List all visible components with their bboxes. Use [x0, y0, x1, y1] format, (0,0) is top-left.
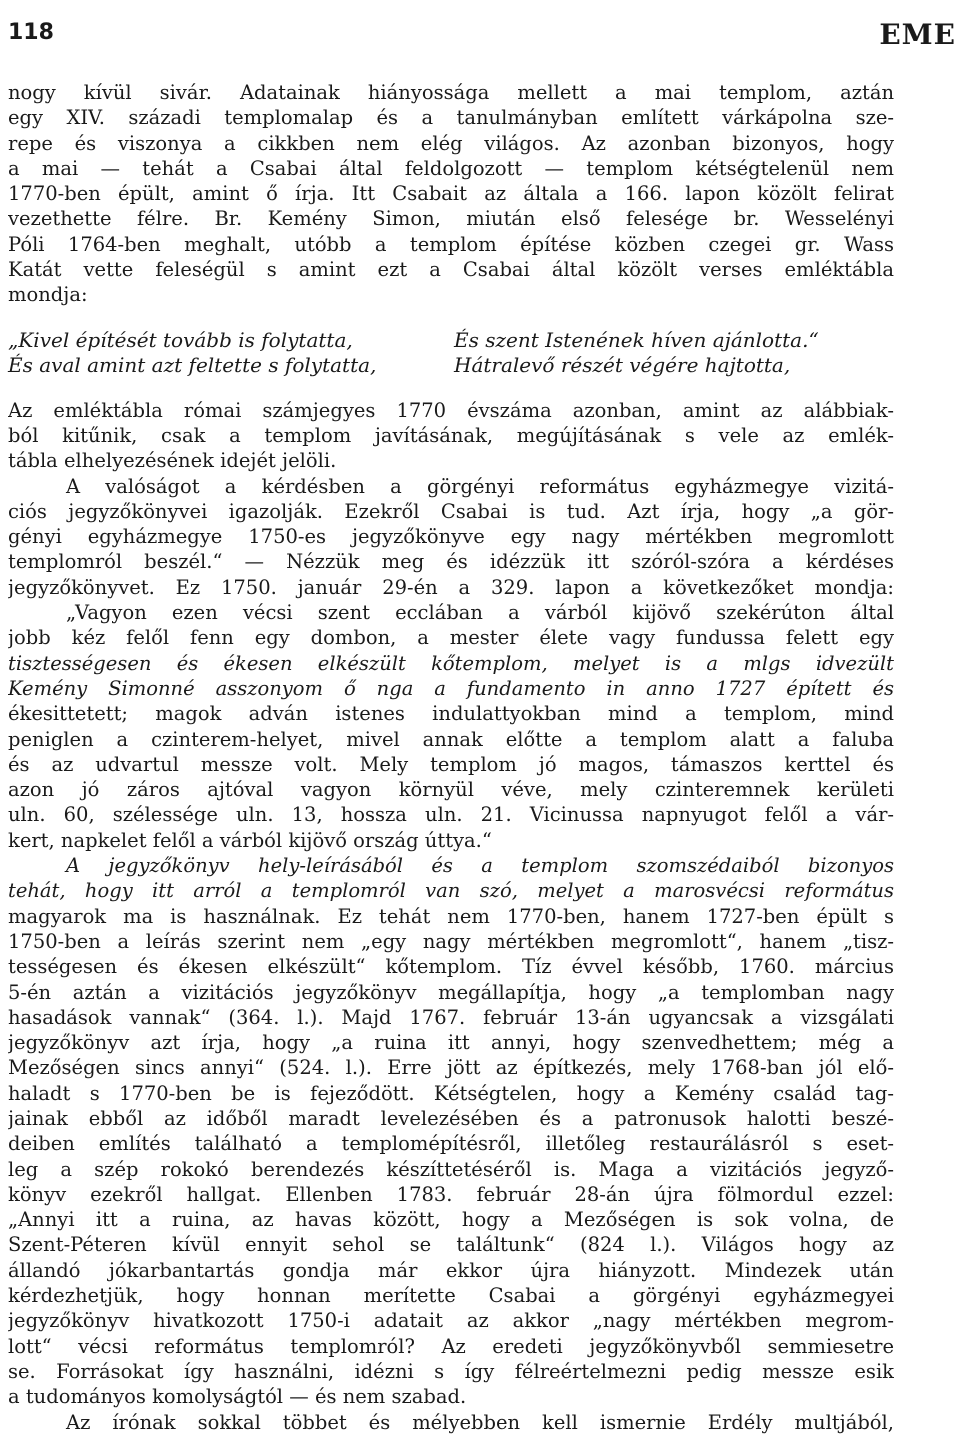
text-line: se. Forrásokat így használni, idézni s így félreértelmezni pedig messze esik — [8, 1359, 894, 1383]
text-line: tehát, hogy itt arról a templomról van szó, melyet a marosvécsi református — [8, 879, 894, 903]
text-line: jobb kéz felől fenn egy dombon, a mester élete vagy fundussa felett egy — [8, 626, 894, 650]
paragraph-3 — [8, 474, 894, 853]
verse-quote — [8, 328, 894, 378]
paragraph-5 — [8, 1410, 894, 1435]
page-number: 118 — [8, 20, 54, 45]
text-line: mondja: — [8, 283, 88, 307]
text-line: Az emléktábla római számjegyes 1770 évszáma azonban, amint az alábbiak- — [8, 398, 894, 422]
text-line: peniglen a czinterem-helyet, mivel annak előtte a templom alatt a faluba — [8, 727, 894, 751]
text-line: kérdezhetjük, hogy honnan merítette Csabai a görgényi egyházmegyei — [8, 1284, 894, 1308]
page-header — [0, 18, 960, 50]
text-line: Katát vette feleségül s amint ezt a Csabai által közölt verses emléktábla — [8, 258, 894, 282]
text-line: repe és viszonya a cikkben nem elég világos. Az azonban bizonyos, hogy — [8, 131, 894, 155]
text-line: Póli 1764-ben meghalt, utóbb a templom építése közben czegei gr. Wass — [8, 232, 894, 256]
text-line: 1750-ben a leírás szerint nem „egy nagy mértékben megromlott“, hanem „tisz- — [8, 929, 894, 953]
text-line: nogy kívül sivár. Adatainak hiányossága mellett a mai templom, aztán — [8, 81, 894, 104]
text-line: Kemény Simonné asszonyom ő nga a fundamento in anno 1727 épített és — [8, 676, 894, 700]
text-line: jainak ebből az időből maradt levelezésében és a patronusok halotti beszé- — [8, 1106, 894, 1130]
text-line: 1770-ben épült, amint ő írja. Itt Csabait az általa a 166. lapon közölt felirat — [8, 182, 894, 206]
text-line: magyarok ma is használnak. Ez tehát nem 1770-ben, hanem 1727-ben épült s — [8, 904, 894, 928]
text-line: hasadások vannak“ (364. l.). Majd 1767. február 13-án ugyancsak a vizsgálati — [8, 1005, 894, 1029]
text-line: tisztességesen és ékesen elkészült kőtemplom, melyet is a mlgs idvezült — [8, 651, 894, 675]
journal-logo: EME — [879, 18, 956, 51]
text-line: leg a szép rokokó berendezés készíttetéséről is. Maga a vizitációs jegyző- — [8, 1157, 894, 1181]
text-line: ékesittetett; magok adván istenes indulattyokban mind a templom, mind — [8, 702, 894, 726]
text-line: tességesen és ékesen elkészült“ kőtemplom. Tíz évvel később, 1760. március — [8, 955, 894, 979]
verse-line — [8, 328, 894, 353]
text-line: állandó jókarbantartás gondja már ekkor újra hiányzott. Mindezek után — [8, 1258, 894, 1282]
text-line: Mezőségen sincs annyi“ (524. l.). Erre jött az építkezés, mely 1768-ban jól elő- — [8, 1056, 894, 1080]
text-line: kert, napkelet felől a várból kijövő ország úttya.“ — [8, 828, 492, 852]
text-line: jegyzőkönyv hivatkozott 1750-i adatait az akkor „nagy mértékben megrom- — [8, 1309, 894, 1333]
text-line: uln. 60, szélessége uln. 13, hossza uln. 21. Vicinussa napnyugot felől a vár- — [8, 803, 894, 827]
text-line: tábla elhelyezésének idejét jelöli. — [8, 449, 337, 473]
text-line: gényi egyházmegye 1750-es jegyzőkönyve egy nagy mértékben megromlott — [8, 525, 894, 549]
text-line: egy XIV. századi templomalap és a tanulmányban említett várkápolna sze- — [8, 106, 894, 130]
verse-right: Hátralevő részét végére hajtotta, — [454, 352, 791, 377]
text-line: A valóságot a kérdésben a görgényi református egyházmegye vizitá- — [66, 474, 894, 498]
verse-left: És aval amint azt feltette s folytatta, — [8, 352, 377, 377]
text-line: 5-én aztán a vizitációs jegyzőkönyv megállapítja, hogy „a templomban nagy — [8, 980, 894, 1004]
paragraph-2 — [8, 398, 894, 474]
text-line: ciós jegyzőkönyvei igazolják. Ezekről Csabai is tud. Azt írja, hogy „a gör- — [8, 499, 894, 523]
text-line: jegyzőkönyv azt írja, hogy „a ruina itt annyi, hogy szenvedhettem; még a — [8, 1031, 894, 1055]
text-line: „Annyi itt a ruina, az havas között, hogy a Mezőségen is sok volna, de — [8, 1208, 894, 1232]
text-line: azon jó záros ajtóval vagyon környül véve, mely czinteremnek kerületi — [8, 778, 894, 802]
verse-line — [8, 353, 894, 378]
text-line: A jegyzőkönyv hely-leírásából és a templom szomszédaiból bizonyos — [66, 854, 894, 878]
text-line: könyv ezekről hallgat. Ellenben 1783. február 28-án újra fölmordul ezzel: — [8, 1182, 894, 1206]
paragraph-4 — [8, 853, 894, 1410]
text-line: a tudományos komolyságtól — és nem szabad. — [8, 1385, 467, 1409]
text-line: ból kitűnik, csak a templom javításának, megújításának s vele az emlék- — [8, 423, 894, 447]
text-line: és az udvartul messze volt. Mely templom jó magos, támaszos kerttel és — [8, 752, 894, 776]
text-line: jegyzőkönyvet. Ez 1750. január 29-én a 329. lapon a következőket mondja: — [8, 575, 894, 599]
text-line: deiben említés található a templomépítésről, illetőleg restaurálásról s eset- — [8, 1132, 894, 1156]
text-line: Szent-Péteren kívül ennyit sehol se találtunk“ (824 l.). Világos hogy az — [8, 1233, 894, 1257]
text-line: templomról beszél.“ — Nézzük meg és idézzük itt szóról-szóra a kérdéses — [8, 550, 894, 574]
text-line: Az írónak sokkal többet és mélyebben kell ismernie Erdély multjából, — [66, 1410, 894, 1434]
verse-left: „Kivel építését tovább is folytatta, — [8, 327, 353, 352]
text-line: lott“ vécsi református templomról? Az eredeti jegyzőkönyvből semmiesetre — [8, 1334, 894, 1358]
text-line: „Vagyon ezen vécsi szent ecclában a várból kijövő szekérúton által — [66, 601, 894, 625]
paragraph-1 — [8, 80, 894, 308]
body-text — [8, 80, 894, 1435]
text-line: vezethette félre. Br. Kemény Simon, miután első felesége br. Wesselényi — [8, 207, 894, 231]
text-line: haladt s 1770-ben be is fejeződött. Kétségtelen, hogy a Kemény család tag- — [8, 1081, 894, 1105]
verse-right: És szent Istenének híven ajánlotta.“ — [454, 327, 819, 352]
text-line: a mai — tehát a Csabai által feldolgozott — templom kétségtelenül nem — [8, 156, 894, 180]
